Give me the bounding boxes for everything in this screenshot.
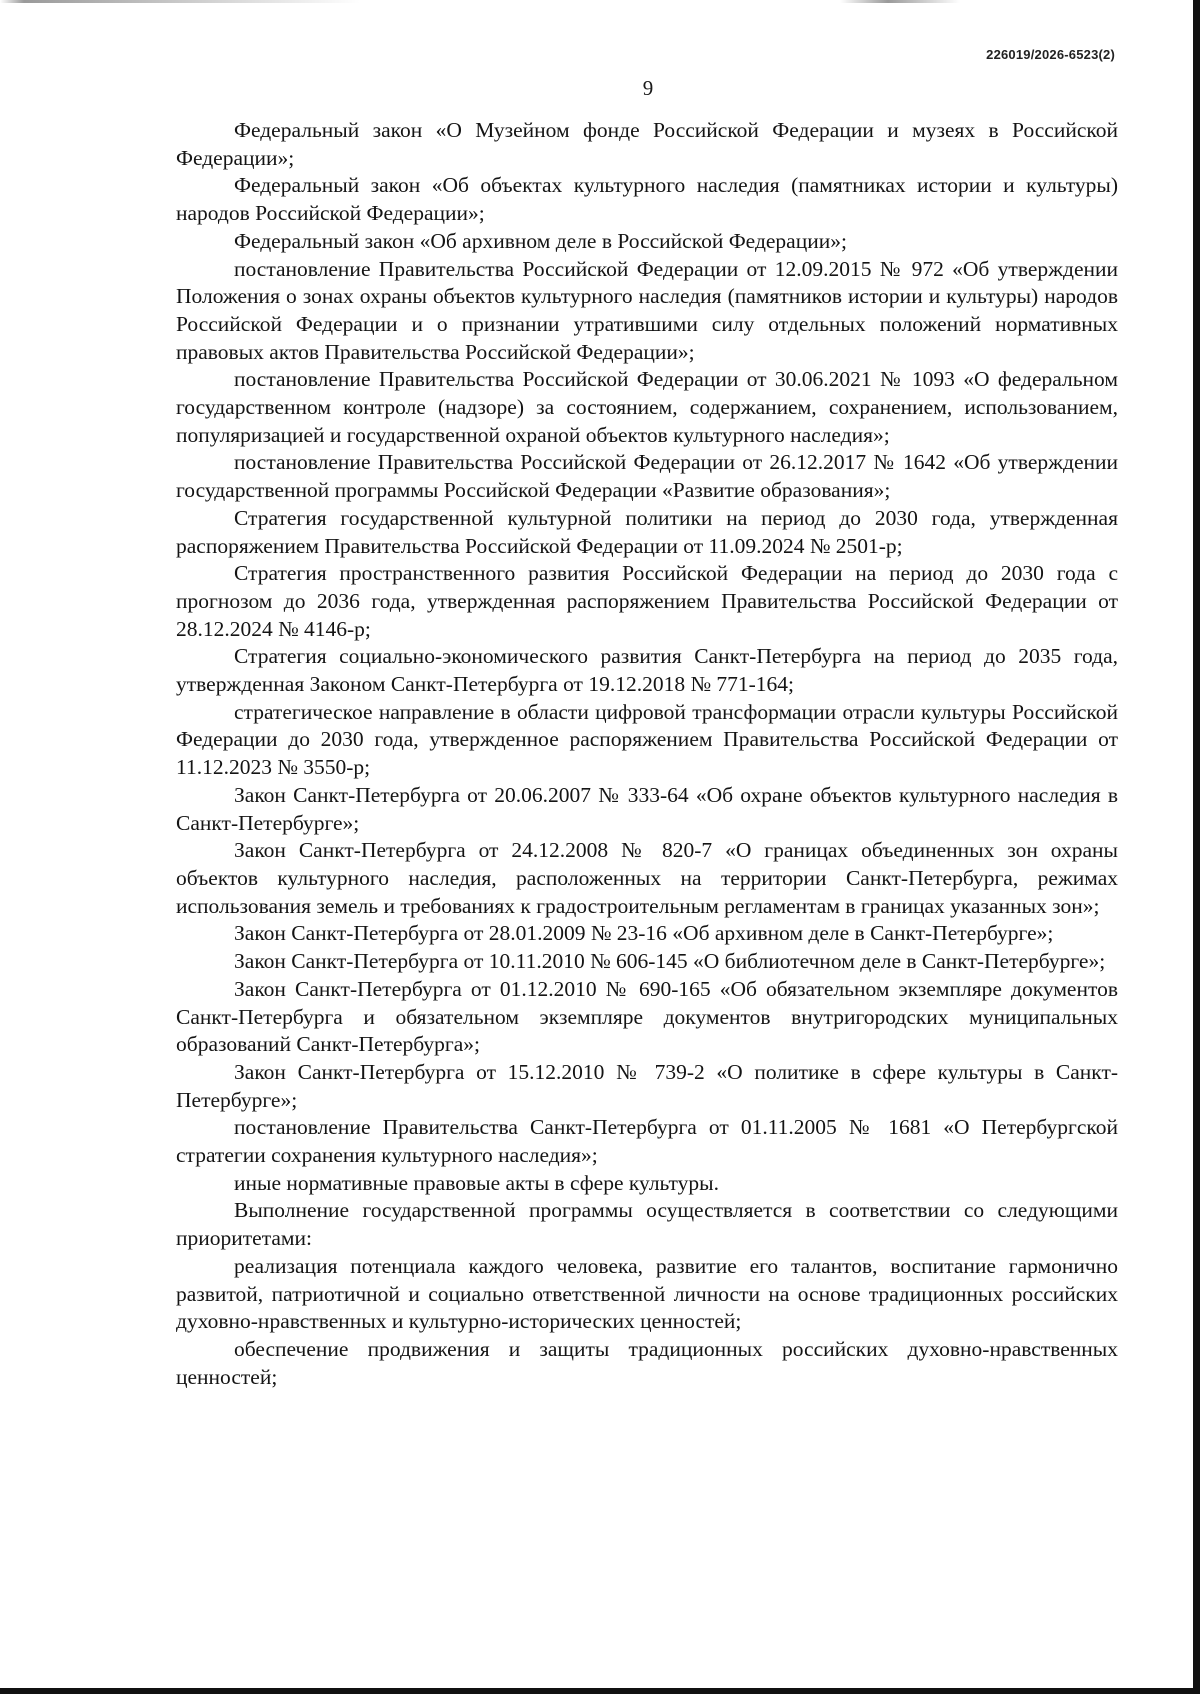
paragraph: постановление Правительства Российской Федерации от 30.06.2021 № 1093 «О федеральном государственном контроле (надзоре) за состоянием, содержанием, сохранением, использованием, популяризацией и государственной охраной объектов культурного наследия»; xyxy=(176,367,1118,447)
paragraph: Стратегия социально-экономического развития Санкт-Петербурга на период до 2035 года, утвержденная Законом Санкт-Петербурга от 19.12.2018 № 771-164; xyxy=(176,644,1118,697)
paragraph: Закон Санкт-Петербурга от 10.11.2010 № 606-145 «О библиотечном деле в Санкт-Петербурге»; xyxy=(234,949,1106,974)
paragraph: Федеральный закон «О Музейном фонде Российской Федерации и музеях в Российской Федерации»; xyxy=(176,118,1118,170)
paragraph: Федеральный закон «Об объектах культурного наследия (памятниках истории и культуры) народов Российской Федерации»; xyxy=(176,173,1118,226)
paragraph: Федеральный закон «Об архивном деле в Российской Федерации»; xyxy=(234,228,847,253)
scan-right-edge xyxy=(1193,0,1200,1694)
paragraph: реализация потенциала каждого человека, развитие его талантов, воспитание гармонично развитой, патриотичной и социально ответственной личности на основе традиционных российских духовно-нравственных и культурно-исторических ценностей; xyxy=(176,1253,1118,1334)
paragraph: Выполнение государственной программы осуществляется в соответствии со следующими приоритетами: xyxy=(176,1198,1118,1251)
paragraph: Закон Санкт-Петербурга от 24.12.2008 № 820-7 «О границах объединенных зон охраны объектов культурного наследия, расположенных на территории Санкт-Петербурга, режимах использования земель и требованиях к градостроительным регламентам в границах указанных зон»; xyxy=(176,838,1118,918)
paragraph: Закон Санкт-Петербурга от 15.12.2010 № 739-2 «О политике в сфере культуры в Санкт-Петербурге»; xyxy=(176,1059,1118,1112)
paragraph: Закон Санкт-Петербурга от 28.01.2009 № 23-16 «Об архивном деле в Санкт-Петербурге»; xyxy=(234,921,1054,946)
paragraph: постановление Правительства Санкт-Петербурга от 01.11.2005 № 1681 «О Петербургской стратегии сохранения культурного наследия»; xyxy=(176,1115,1118,1168)
paragraph: Стратегия государственной культурной политики на период до 2030 года, утвержденная распоряжением Правительства Российской Федерации от 11.09.2024 № 2501-р; xyxy=(176,505,1118,558)
paragraph: Стратегия пространственного развития Российской Федерации на период до 2030 года с прогнозом до 2036 года, утвержденная распоряжением Правительства Российской Федерации от 28.12.2024 № 4146-р; xyxy=(176,561,1118,641)
paragraph: Закон Санкт-Петербурга от 20.06.2007 № 333-64 «Об охране объектов культурного наследия в Санкт-Петербурге»; xyxy=(176,782,1118,835)
paragraph: постановление Правительства Российской Федерации от 12.09.2015 № 972 «Об утверждении Положения о зонах охраны объектов культурного наследия (памятников истории и культуры) народов Российской Федерации и о признании утратившими силу отдельных положений нормативных правовых актов Правительства Российской Федерации»; xyxy=(176,256,1118,364)
paragraph: иные нормативные правовые акты в сфере культуры. xyxy=(234,1170,719,1195)
document-registration-number: 226019/2026-6523(2) xyxy=(986,47,1115,62)
page-number: 9 xyxy=(642,76,654,100)
paragraph: постановление Правительства Российской Федерации от 26.12.2017 № 1642 «Об утверждении государственной программы Российской Федерации «Развитие образования»; xyxy=(176,450,1118,503)
document-body xyxy=(176,117,1118,1391)
paragraph: Закон Санкт-Петербурга от 01.12.2010 № 690-165 «Об обязательном экземпляре документов Санкт-Петербурга и обязательном экземпляре документов внутригородских муниципальных образований Санкт-Петербурга»; xyxy=(176,976,1118,1057)
paragraph: обеспечение продвижения и защиты традиционных российских духовно-нравственных ценностей; xyxy=(176,1336,1118,1389)
scan-top-edge xyxy=(0,0,1200,3)
paragraph: стратегическое направление в области цифровой трансформации отрасли культуры Российской Федерации до 2030 года, утвержденное распоряжением Правительства Российской Федерации от 11.12.2023 № 3550-р; xyxy=(176,699,1118,780)
scan-bottom-edge xyxy=(0,1688,1200,1694)
